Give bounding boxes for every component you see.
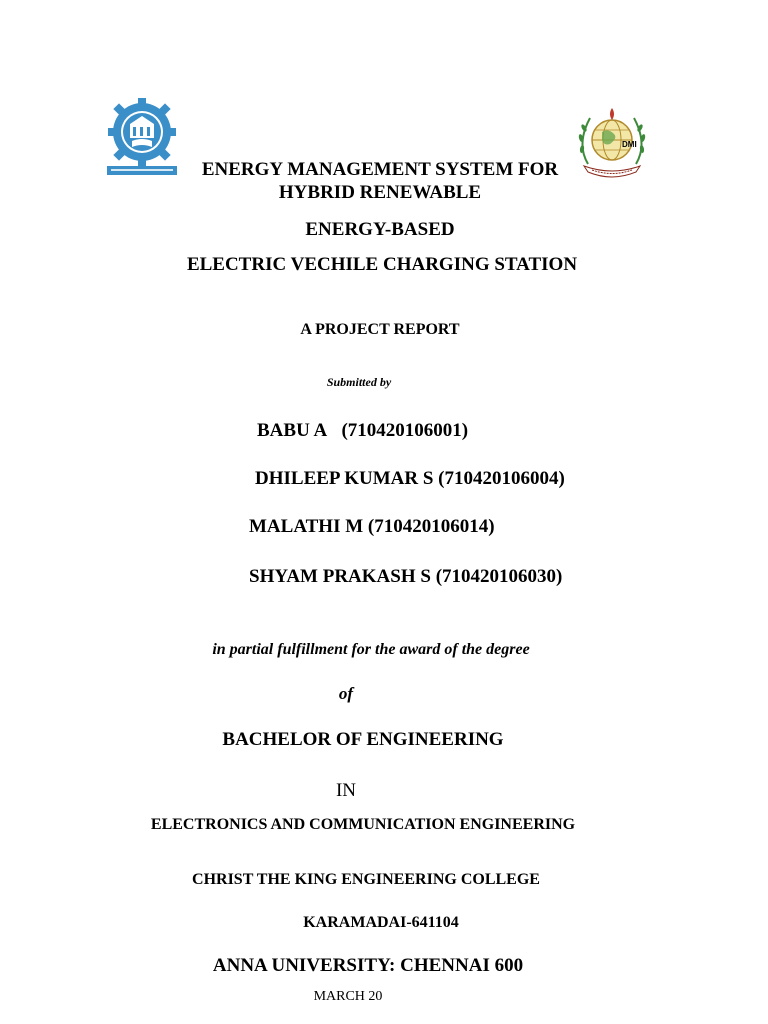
student-name: SHYAM PRAKASH S: [249, 566, 431, 587]
department: ELECTRONICS AND COMMUNICATION ENGINEERING: [150, 816, 576, 833]
submitted-by: Submitted by: [326, 375, 392, 389]
title-line-3: ENERGY-BASED: [305, 219, 455, 240]
student-1: [257, 420, 468, 442]
degree: BACHELOR OF ENGINEERING: [222, 729, 504, 750]
student-id: (710420106030): [435, 566, 563, 587]
svg-text:DMI: DMI: [622, 140, 637, 149]
report-type: A PROJECT REPORT: [300, 321, 460, 338]
date: MARCH 20: [313, 989, 383, 1004]
student-name: DHILEEP KUMAR S: [255, 468, 434, 489]
university: ANNA UNIVERSITY: CHENNAI 600: [212, 955, 524, 976]
student-id: (710420106001): [341, 420, 469, 441]
dmi-logo: [574, 104, 650, 180]
student-id: (710420106014): [367, 516, 495, 537]
fulfillment-text: in partial fulfillment for the award of the degree: [212, 641, 530, 658]
student-name: MALATHI M: [249, 516, 364, 537]
in-text: IN: [335, 780, 357, 801]
title-line-2: HYBRID RENEWABLE: [278, 182, 482, 203]
title-line-4: ELECTRIC VECHILE CHARGING STATION: [186, 254, 578, 275]
place: KARAMADAI-641104: [303, 914, 459, 931]
student-id: (710420106004): [438, 468, 565, 489]
student-3: [249, 516, 495, 538]
of-text: of: [338, 684, 354, 703]
student-2: [255, 468, 565, 490]
student-4: [249, 566, 562, 588]
anna-university-logo: [105, 94, 179, 178]
college: CHRIST THE KING ENGINEERING COLLEGE: [192, 871, 540, 888]
student-name: BABU A: [257, 420, 328, 441]
title-line-1: ENERGY MANAGEMENT SYSTEM FOR: [201, 159, 559, 180]
